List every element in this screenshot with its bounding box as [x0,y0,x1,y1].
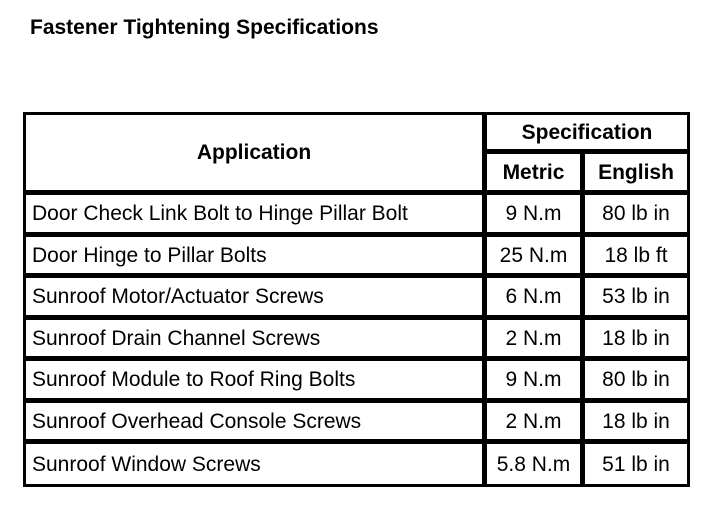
metric-cell: 2 N.m [487,320,585,361]
table-row [26,237,687,278]
metric-cell: 9 N.m [487,195,585,237]
metric-cell: 9 N.m [487,361,585,403]
table-row [26,444,687,484]
english-cell: 18 lb in [585,320,687,361]
header-application: Application [26,115,487,195]
application-cell: Door Hinge to Pillar Bolts [26,237,487,278]
table-row [26,278,687,320]
application-cell: Sunroof Drain Channel Screws [26,320,487,361]
table-row [26,361,687,403]
metric-cell: 6 N.m [487,278,585,320]
table-row [26,403,687,444]
metric-cell: 5.8 N.m [487,444,585,484]
english-cell: 80 lb in [585,361,687,403]
english-cell: 51 lb in [585,444,687,484]
application-cell: Sunroof Overhead Console Screws [26,403,487,444]
application-cell: Door Check Link Bolt to Hinge Pillar Bolt [26,195,487,237]
metric-cell: 2 N.m [487,403,585,444]
metric-cell: 25 N.m [487,237,585,278]
application-cell: Sunroof Motor/Actuator Screws [26,278,487,320]
page-title: Fastener Tightening Specifications [30,16,379,39]
header-english: English [585,154,687,195]
header-specification: Specification [487,115,687,154]
application-cell: Sunroof Module to Roof Ring Bolts [26,361,487,403]
english-cell: 80 lb in [585,195,687,237]
table-row [26,320,687,361]
english-cell: 18 lb in [585,403,687,444]
english-cell: 18 lb ft [585,237,687,278]
english-cell: 53 lb in [585,278,687,320]
header-metric: Metric [487,154,585,195]
fastener-spec-table [23,112,690,487]
table-row [26,195,687,237]
application-cell: Sunroof Window Screws [26,444,487,484]
